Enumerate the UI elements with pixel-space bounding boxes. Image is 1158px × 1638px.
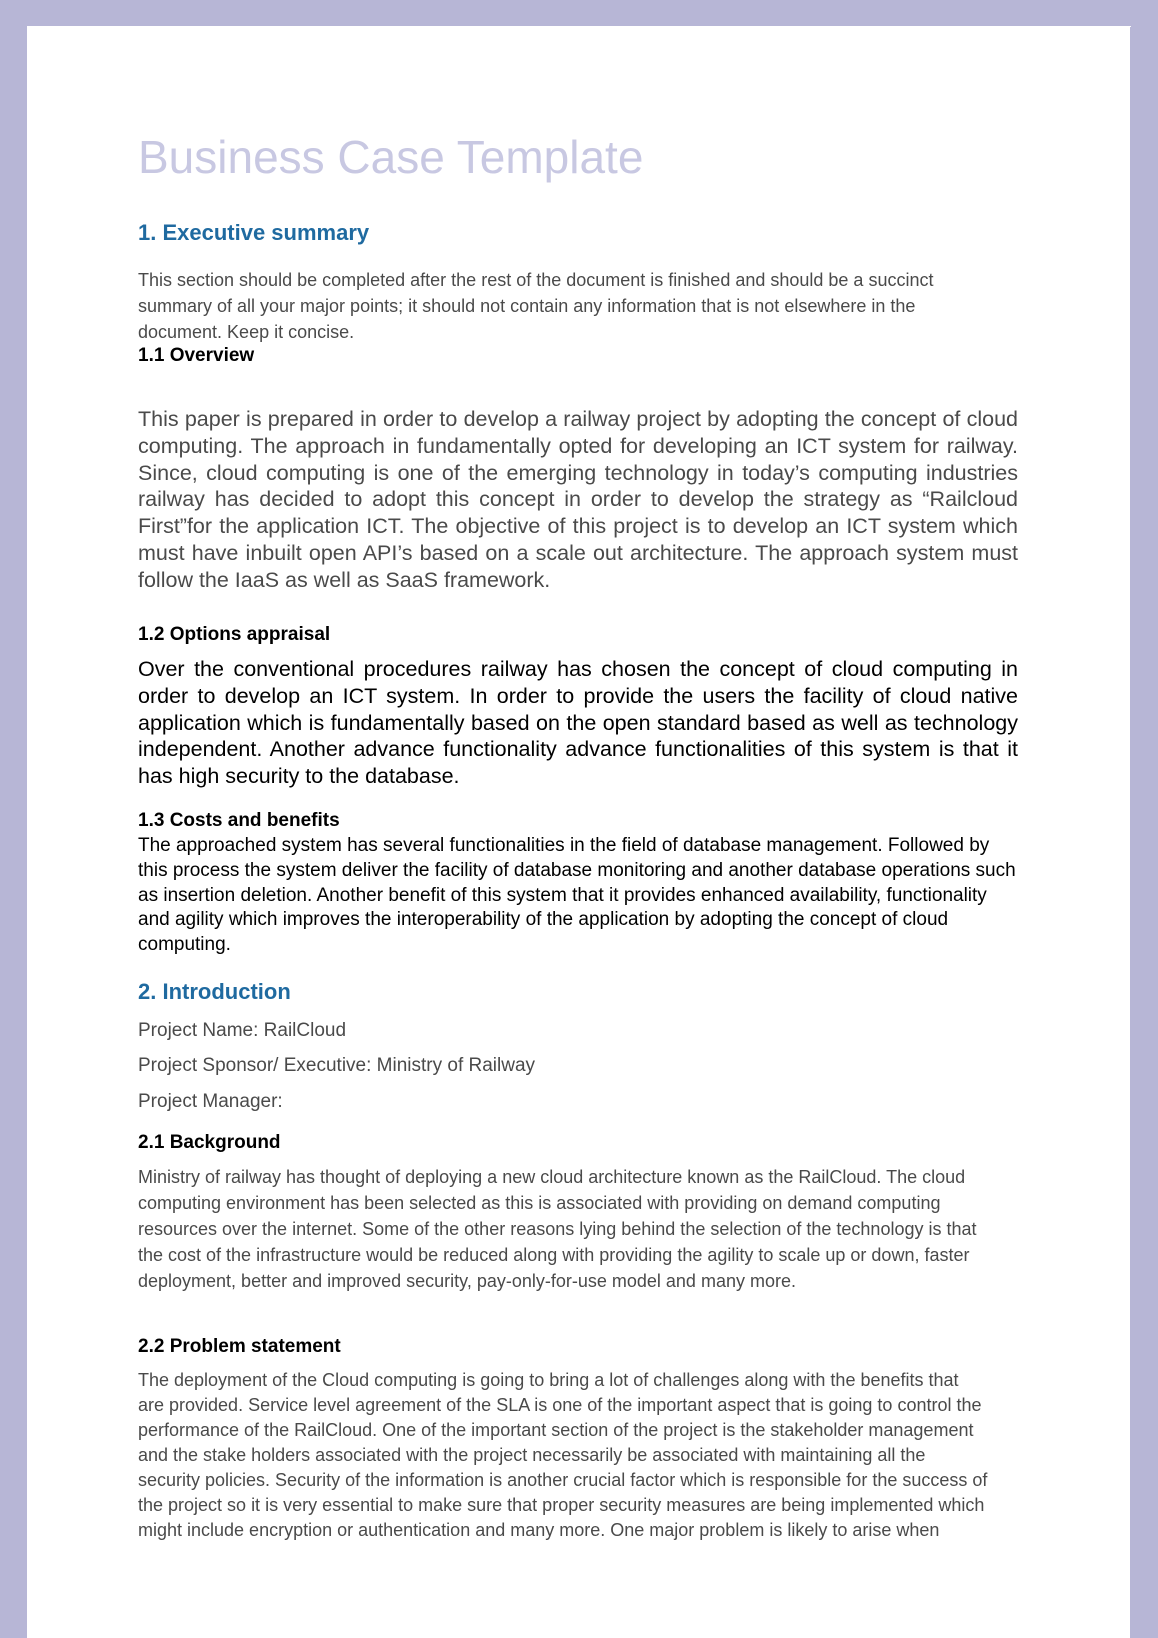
heading-executive-summary: 1. Executive summary	[138, 220, 370, 245]
heading-overview: 1.1 Overview	[138, 345, 255, 366]
overview-text: This paper is prepared in order to develop a railway project by adopting the concept of cloud computing. The approach in fundamentally opted for developing an ICT system for railway. Since, cloud computing is one of the emerging technology in today’s computing industries railway has decided to adopt this concept in order to develop the strategy as “Railcloud First”for the application ICT. The objective of this project is to develop an ICT system which must have inbuilt open API’s based on a scale out architecture. The approach system must follow the IaaS as well as SaaS framework.	[138, 407, 1018, 592]
options-appraisal-text: Over the conventional procedures railway has chosen the concept of cloud computing in order to develop an ICT system. In order to provide the users the facility of cloud native application which is fundamentally based on the open standard based as well as technology independent. Another advance functionality advance functionalities of this system is that it has high security to the database.	[138, 657, 1018, 789]
executive-summary-text: This section should be completed after the rest of the document is finished and should be a succinct summary of all your major points; it should not contain any information that is not elsewhere in the document. Keep it concise.	[138, 270, 934, 342]
heading-problem-statement: 2.2 Problem statement	[138, 1336, 341, 1357]
project-manager: Project Manager:	[138, 1091, 283, 1112]
page-frame-divider	[27, 26, 1131, 27]
heading-introduction: 2. Introduction	[138, 979, 291, 1004]
document-title: Business Case Template	[138, 131, 644, 183]
heading-background: 2.1 Background	[138, 1132, 281, 1153]
costs-benefits-text: The approached system has several functionalities in the field of database management. Followed by this process the system deliver the facility of database monitoring and another database operations such as insertion deletion. Another benefit of this system that it provides enhanced availability, functionality and agility which improves the interoperability of the application by adopting the concept of cloud computing.	[138, 835, 1016, 956]
heading-options-appraisal: 1.2 Options appraisal	[138, 624, 331, 645]
project-sponsor: Project Sponsor/ Executive: Ministry of Railway	[138, 1055, 536, 1076]
heading-costs-benefits: 1.3 Costs and benefits	[138, 810, 340, 831]
page-frame-right	[1130, 27, 1158, 1638]
page-frame-left	[0, 27, 27, 1638]
background-text: Ministry of railway has thought of deploying a new cloud architecture known as the RailCloud. The cloud computing environment has been selected as this is associated with providing on demand computing resources over the internet. Some of the other reasons lying behind the selection of the technology is that the cost of the infrastructure would be reduced along with providing the agility to scale up or down, faster deployment, better and improved security, pay-only-for-use model and many more.	[138, 1167, 977, 1291]
page-frame-top	[0, 0, 1158, 27]
project-name: Project Name: RailCloud	[138, 1020, 347, 1041]
problem-statement-text: The deployment of the Cloud computing is going to bring a lot of challenges along with the benefits that are provided. Service level agreement of the SLA is one of the important aspect that is going to control the performance of the RailCloud. One of the important section of the project is the stakeholder management and the stake holders associated with the project necessarily be associated with maintaining all the security policies. Security of the information is another crucial factor which is responsible for the success of the project so it is very essential to make sure that proper security measures are being implemented which might include encryption or authentication and many more. One major problem is likely to arise when	[138, 1370, 988, 1540]
